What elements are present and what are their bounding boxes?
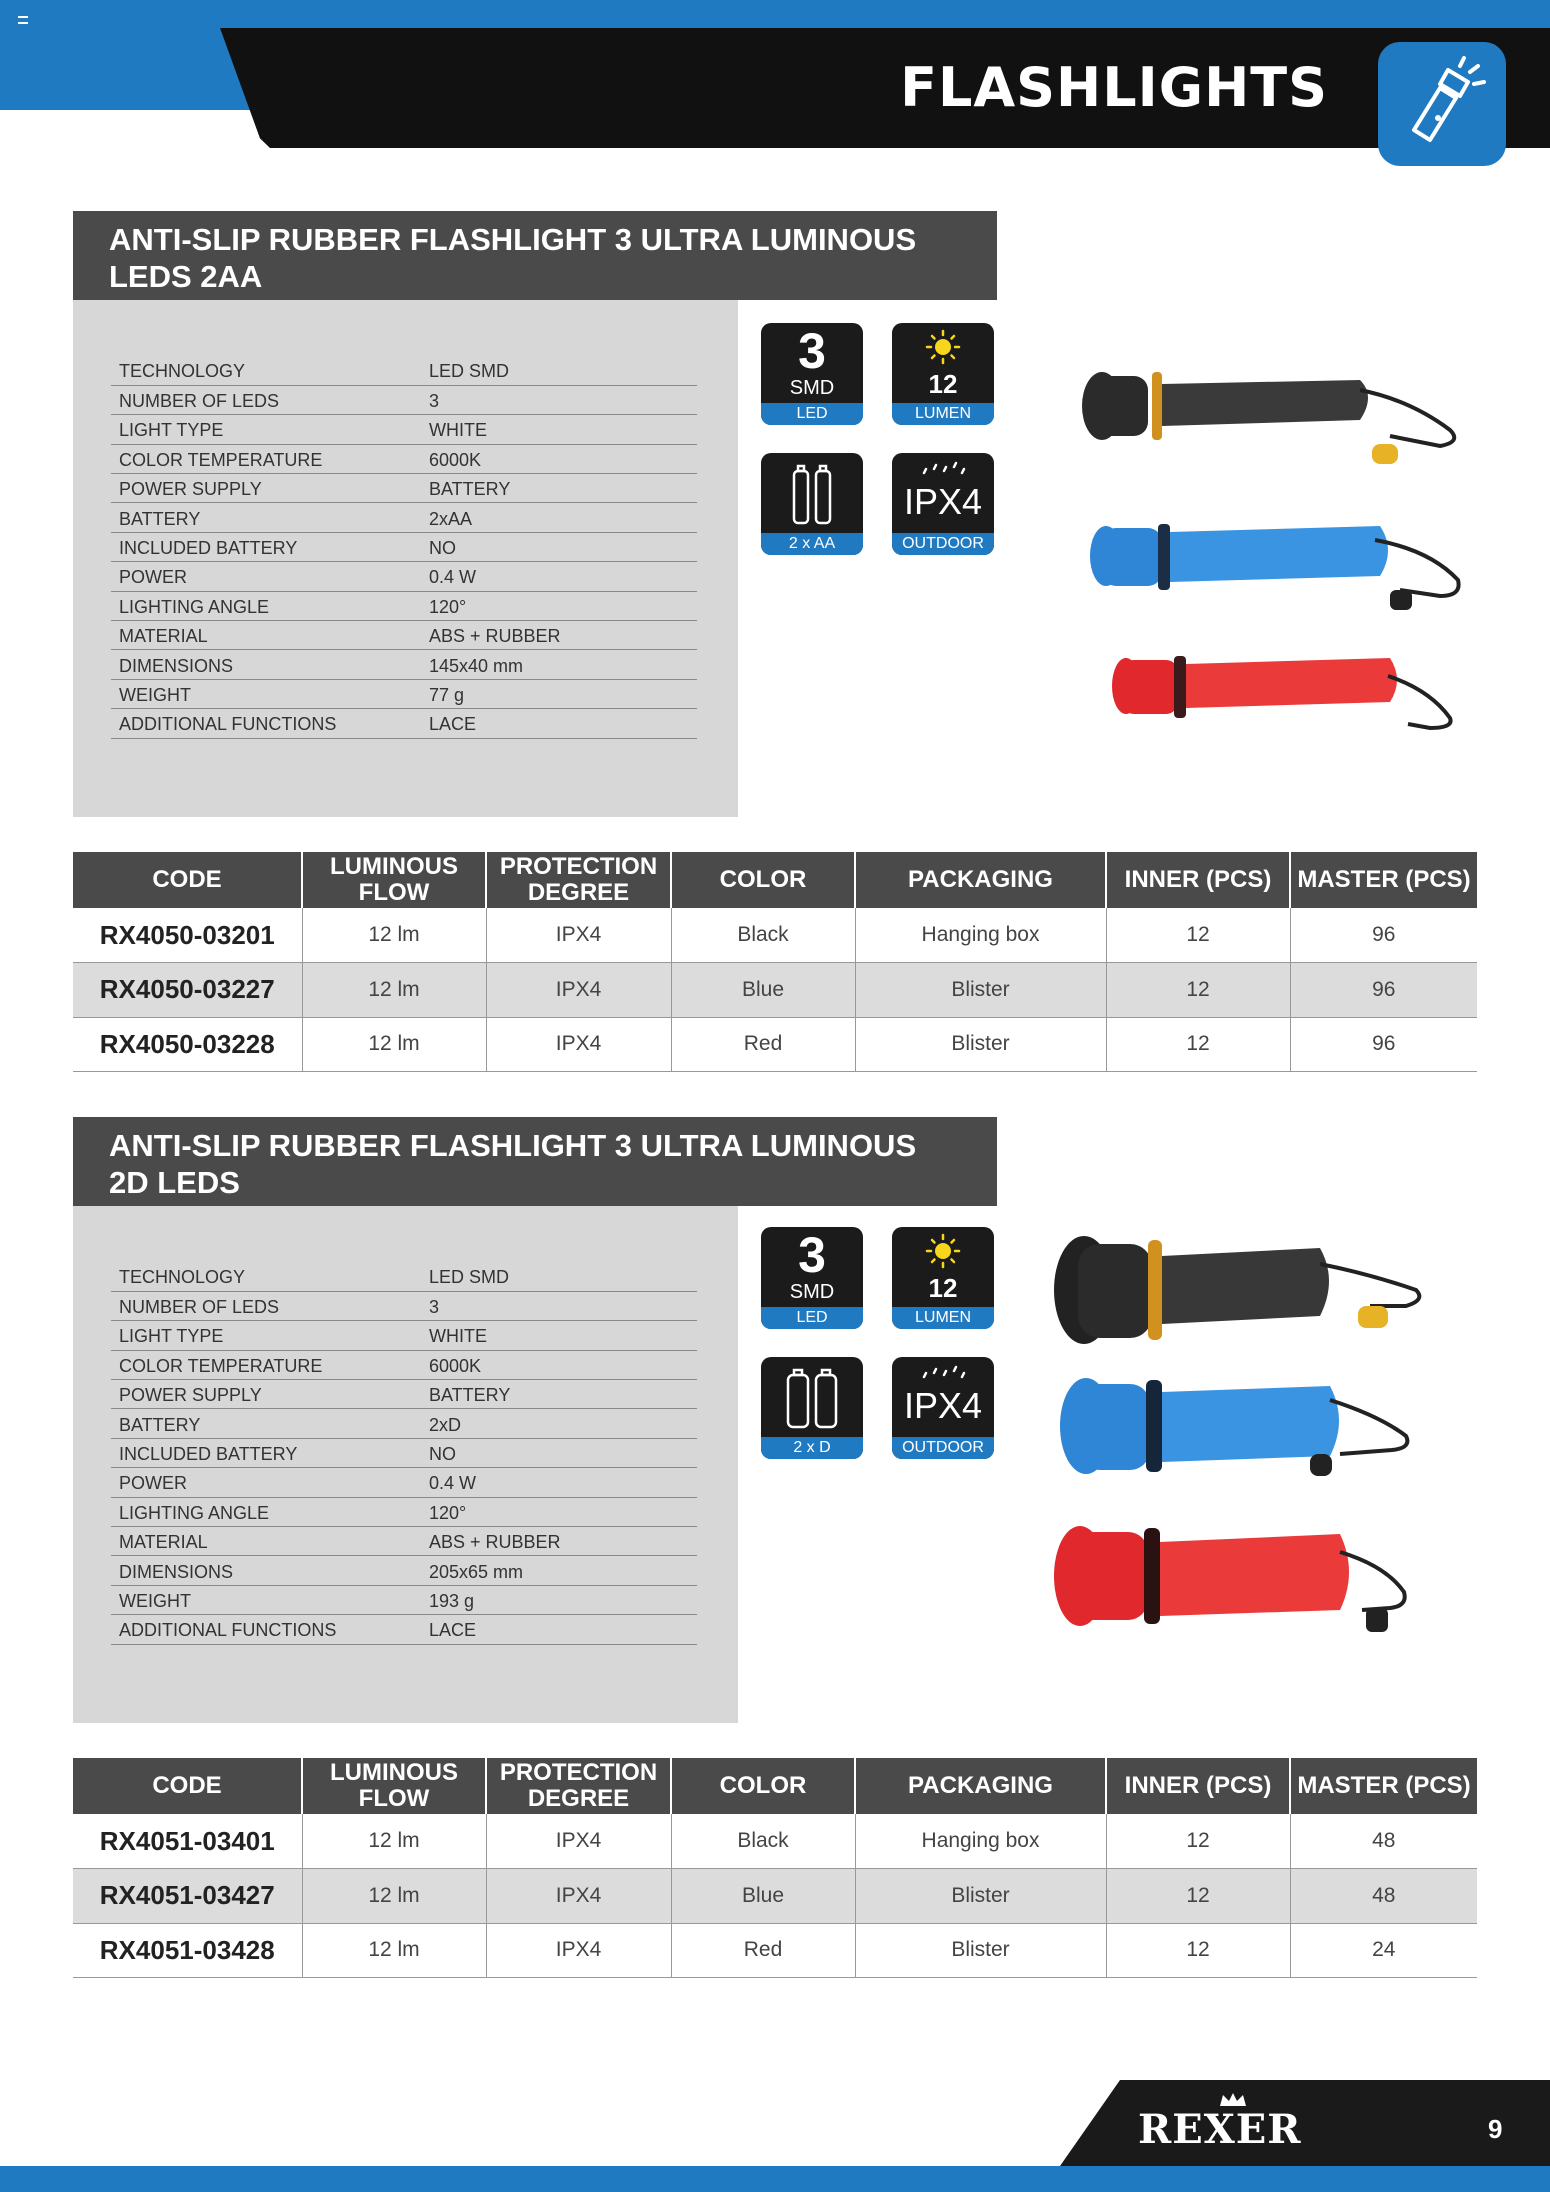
lumen-badge [892, 1227, 994, 1329]
led-badge [761, 1227, 863, 1329]
ip-cell: IPX4 [486, 908, 671, 963]
col-protection-degree: PROTECTION DEGREE [486, 1758, 671, 1814]
table-row [73, 1017, 1477, 1072]
flow-cell: 12 lm [302, 1923, 486, 1978]
col-inner: INNER (PCS) [1106, 852, 1290, 908]
spec-row [111, 1615, 697, 1644]
spec-row [111, 1380, 697, 1409]
spec-key: BATTERY [111, 503, 421, 532]
spec-value: BATTERY [421, 1380, 697, 1409]
product-code-table [73, 852, 1477, 1072]
spec-key: NUMBER OF LEDS [111, 385, 421, 414]
ip-cell: IPX4 [486, 1869, 671, 1924]
col-luminous-flow: LUMINOUS FLOW [302, 852, 486, 908]
spec-row [111, 444, 697, 473]
battery-label: 2 x AA [761, 533, 863, 555]
spec-row [111, 1527, 697, 1556]
spec-row [111, 650, 697, 679]
spec-key: POWER [111, 562, 421, 591]
packaging-cell: Blister [855, 963, 1106, 1018]
brand-logo: REXER [1138, 2106, 1302, 2153]
col-color: COLOR [671, 1758, 855, 1814]
flashlight-icon [1378, 42, 1506, 166]
spec-value: LACE [421, 1615, 697, 1644]
master-cell: 48 [1290, 1869, 1477, 1924]
flashlight-black-image [1082, 372, 1454, 464]
spec-row [111, 415, 697, 444]
col-packaging: PACKAGING [855, 1758, 1106, 1814]
table-row [73, 908, 1477, 963]
rain-icon [920, 1365, 966, 1381]
spec-row [111, 1468, 697, 1497]
spec-key: WEIGHT [111, 679, 421, 708]
spec-value: LED SMD [421, 356, 697, 385]
spec-row [111, 591, 697, 620]
spec-table [111, 356, 697, 739]
spec-key: MATERIAL [111, 621, 421, 650]
spec-panel [73, 300, 738, 817]
battery-icon [791, 463, 833, 525]
color-cell: Blue [671, 963, 855, 1018]
spec-row [111, 709, 697, 738]
ip-cell: IPX4 [486, 1923, 671, 1978]
master-cell: 96 [1290, 1017, 1477, 1072]
ip-value: IPX4 [903, 481, 983, 522]
spec-row [111, 356, 697, 385]
product-photo [1040, 1220, 1440, 1640]
led-count: 3 [798, 1227, 826, 1283]
spec-value: 145x40 mm [421, 650, 697, 679]
spec-key: LIGHTING ANGLE [111, 1497, 421, 1526]
led-type: SMD [789, 1281, 835, 1303]
packaging-cell: Blister [855, 1869, 1106, 1924]
col-code: CODE [73, 1758, 302, 1814]
spec-value: NO [421, 532, 697, 561]
menu-icon[interactable] [18, 16, 28, 24]
product-title: ANTI-SLIP RUBBER FLASHLIGHT 3 ULTRA LUMINOUS 2D LEDS [73, 1117, 997, 1206]
spec-value: 2xD [421, 1409, 697, 1438]
col-code: CODE [73, 852, 302, 908]
led-label: LED [761, 1307, 863, 1329]
spec-panel [73, 1206, 738, 1723]
color-cell: Black [671, 908, 855, 963]
spec-key: COLOR TEMPERATURE [111, 1350, 421, 1379]
spec-key: COLOR TEMPERATURE [111, 444, 421, 473]
flashlight-red-image [1112, 656, 1470, 728]
packaging-cell: Hanging box [855, 1814, 1106, 1869]
table-row [73, 1923, 1477, 1978]
flashlight-blue-image [1090, 524, 1459, 610]
product-title: ANTI-SLIP RUBBER FLASHLIGHT 3 ULTRA LUMINOUS LEDS 2AA [73, 211, 997, 300]
spec-key: LIGHTING ANGLE [111, 591, 421, 620]
master-cell: 96 [1290, 908, 1477, 963]
ip-value: IPX4 [903, 1385, 983, 1426]
spec-key: DIMENSIONS [111, 1556, 421, 1585]
table-row [73, 963, 1477, 1018]
spec-value: 120° [421, 591, 697, 620]
spec-row [111, 1409, 697, 1438]
code-cell: RX4050-03228 [73, 1017, 302, 1072]
battery-badge [761, 1357, 863, 1459]
color-cell: Blue [671, 1869, 855, 1924]
spec-value: BATTERY [421, 474, 697, 503]
footer-bar [1060, 2080, 1550, 2166]
spec-key: TECHNOLOGY [111, 1262, 421, 1291]
code-cell: RX4051-03427 [73, 1869, 302, 1924]
table-header-row [73, 1758, 1477, 1814]
footer-blue-strip [0, 2166, 1550, 2192]
col-master: MASTER (PCS) [1290, 852, 1477, 908]
packaging-cell: Hanging box [855, 908, 1106, 963]
color-cell: Red [671, 1923, 855, 1978]
ip-cell: IPX4 [486, 963, 671, 1018]
flow-cell: 12 lm [302, 963, 486, 1018]
ip-cell: IPX4 [486, 1814, 671, 1869]
spec-value: 77 g [421, 679, 697, 708]
led-badge [761, 323, 863, 425]
code-cell: RX4051-03428 [73, 1923, 302, 1978]
color-cell: Red [671, 1017, 855, 1072]
flashlight-red-image [1054, 1526, 1405, 1632]
spec-row [111, 1585, 697, 1614]
battery-icon [785, 1367, 839, 1429]
spec-value: 2xAA [421, 503, 697, 532]
col-protection-degree: PROTECTION DEGREE [486, 852, 671, 908]
inner-cell: 12 [1106, 1017, 1290, 1072]
col-master: MASTER (PCS) [1290, 1758, 1477, 1814]
header-bar [220, 28, 1550, 148]
table-header-row [73, 852, 1477, 908]
spec-key: NUMBER OF LEDS [111, 1291, 421, 1320]
inner-cell: 12 [1106, 963, 1290, 1018]
ip-cell: IPX4 [486, 1017, 671, 1072]
ip-label: OUTDOOR [892, 1437, 994, 1459]
flow-cell: 12 lm [302, 1814, 486, 1869]
spec-row [111, 679, 697, 708]
spec-table [111, 1262, 697, 1645]
spec-key: MATERIAL [111, 1527, 421, 1556]
spec-row [111, 503, 697, 532]
col-inner: INNER (PCS) [1106, 1758, 1290, 1814]
spec-row [111, 1291, 697, 1320]
inner-cell: 12 [1106, 1814, 1290, 1869]
spec-row [111, 385, 697, 414]
spec-value: WHITE [421, 415, 697, 444]
spec-row [111, 1438, 697, 1467]
master-cell: 24 [1290, 1923, 1477, 1978]
spec-key: ADDITIONAL FUNCTIONS [111, 709, 421, 738]
master-cell: 48 [1290, 1814, 1477, 1869]
spec-key: WEIGHT [111, 1585, 421, 1614]
inner-cell: 12 [1106, 908, 1290, 963]
sun-icon [925, 329, 961, 365]
spec-value: 0.4 W [421, 1468, 697, 1497]
spec-value: 3 [421, 385, 697, 414]
spec-value: 120° [421, 1497, 697, 1526]
spec-value: LED SMD [421, 1262, 697, 1291]
table-row [73, 1814, 1477, 1869]
spec-row [111, 621, 697, 650]
spec-row [111, 1262, 697, 1291]
spec-key: TECHNOLOGY [111, 356, 421, 385]
battery-badge [761, 453, 863, 555]
code-cell: RX4050-03201 [73, 908, 302, 963]
code-cell: RX4050-03227 [73, 963, 302, 1018]
inner-cell: 12 [1106, 1923, 1290, 1978]
spec-row [111, 562, 697, 591]
inner-cell: 12 [1106, 1869, 1290, 1924]
packaging-cell: Blister [855, 1923, 1106, 1978]
col-packaging: PACKAGING [855, 852, 1106, 908]
spec-key: DIMENSIONS [111, 650, 421, 679]
flow-cell: 12 lm [302, 908, 486, 963]
spec-row [111, 1556, 697, 1585]
spec-value: 0.4 W [421, 562, 697, 591]
spec-key: POWER SUPPLY [111, 474, 421, 503]
spec-value: 205x65 mm [421, 1556, 697, 1585]
spec-row [111, 1497, 697, 1526]
spec-key: INCLUDED BATTERY [111, 532, 421, 561]
col-color: COLOR [671, 852, 855, 908]
flow-cell: 12 lm [302, 1017, 486, 1072]
spec-row [111, 532, 697, 561]
spec-key: LIGHT TYPE [111, 415, 421, 444]
spec-key: INCLUDED BATTERY [111, 1438, 421, 1467]
rain-icon [920, 461, 966, 477]
spec-row [111, 1350, 697, 1379]
spec-value: 6000K [421, 444, 697, 473]
spec-value: NO [421, 1438, 697, 1467]
spec-value: WHITE [421, 1321, 697, 1350]
lumen-value: 12 [928, 1273, 958, 1303]
spec-key: ADDITIONAL FUNCTIONS [111, 1615, 421, 1644]
spec-value: ABS + RUBBER [421, 1527, 697, 1556]
ip-badge [892, 1357, 994, 1459]
spec-value: LACE [421, 709, 697, 738]
flow-cell: 12 lm [302, 1869, 486, 1924]
product-photo [1070, 350, 1470, 750]
top-blue-corner [0, 0, 260, 110]
led-type: SMD [789, 377, 835, 399]
lumen-label: LUMEN [892, 403, 994, 425]
led-count: 3 [798, 323, 826, 379]
code-cell: RX4051-03401 [73, 1814, 302, 1869]
spec-key: LIGHT TYPE [111, 1321, 421, 1350]
col-luminous-flow: LUMINOUS FLOW [302, 1758, 486, 1814]
lumen-label: LUMEN [892, 1307, 994, 1329]
spec-value: 193 g [421, 1585, 697, 1614]
table-row [73, 1869, 1477, 1924]
lumen-badge [892, 323, 994, 425]
spec-row [111, 1321, 697, 1350]
spec-value: 3 [421, 1291, 697, 1320]
page-title: FLASHLIGHTS [900, 56, 1328, 119]
spec-value: ABS + RUBBER [421, 621, 697, 650]
packaging-cell: Blister [855, 1017, 1106, 1072]
color-cell: Black [671, 1814, 855, 1869]
ip-badge [892, 453, 994, 555]
spec-row [111, 474, 697, 503]
sun-icon [925, 1233, 961, 1269]
flashlight-black-image [1054, 1236, 1419, 1344]
ip-label: OUTDOOR [892, 533, 994, 555]
battery-label: 2 x D [761, 1437, 863, 1459]
spec-value: 6000K [421, 1350, 697, 1379]
product-code-table [73, 1758, 1477, 1978]
master-cell: 96 [1290, 963, 1477, 1018]
lumen-value: 12 [928, 369, 958, 399]
page-number: 9 [1488, 2114, 1503, 2144]
spec-key: POWER [111, 1468, 421, 1497]
led-label: LED [761, 403, 863, 425]
flashlight-blue-image [1060, 1378, 1407, 1476]
spec-key: BATTERY [111, 1409, 421, 1438]
spec-key: POWER SUPPLY [111, 1380, 421, 1409]
